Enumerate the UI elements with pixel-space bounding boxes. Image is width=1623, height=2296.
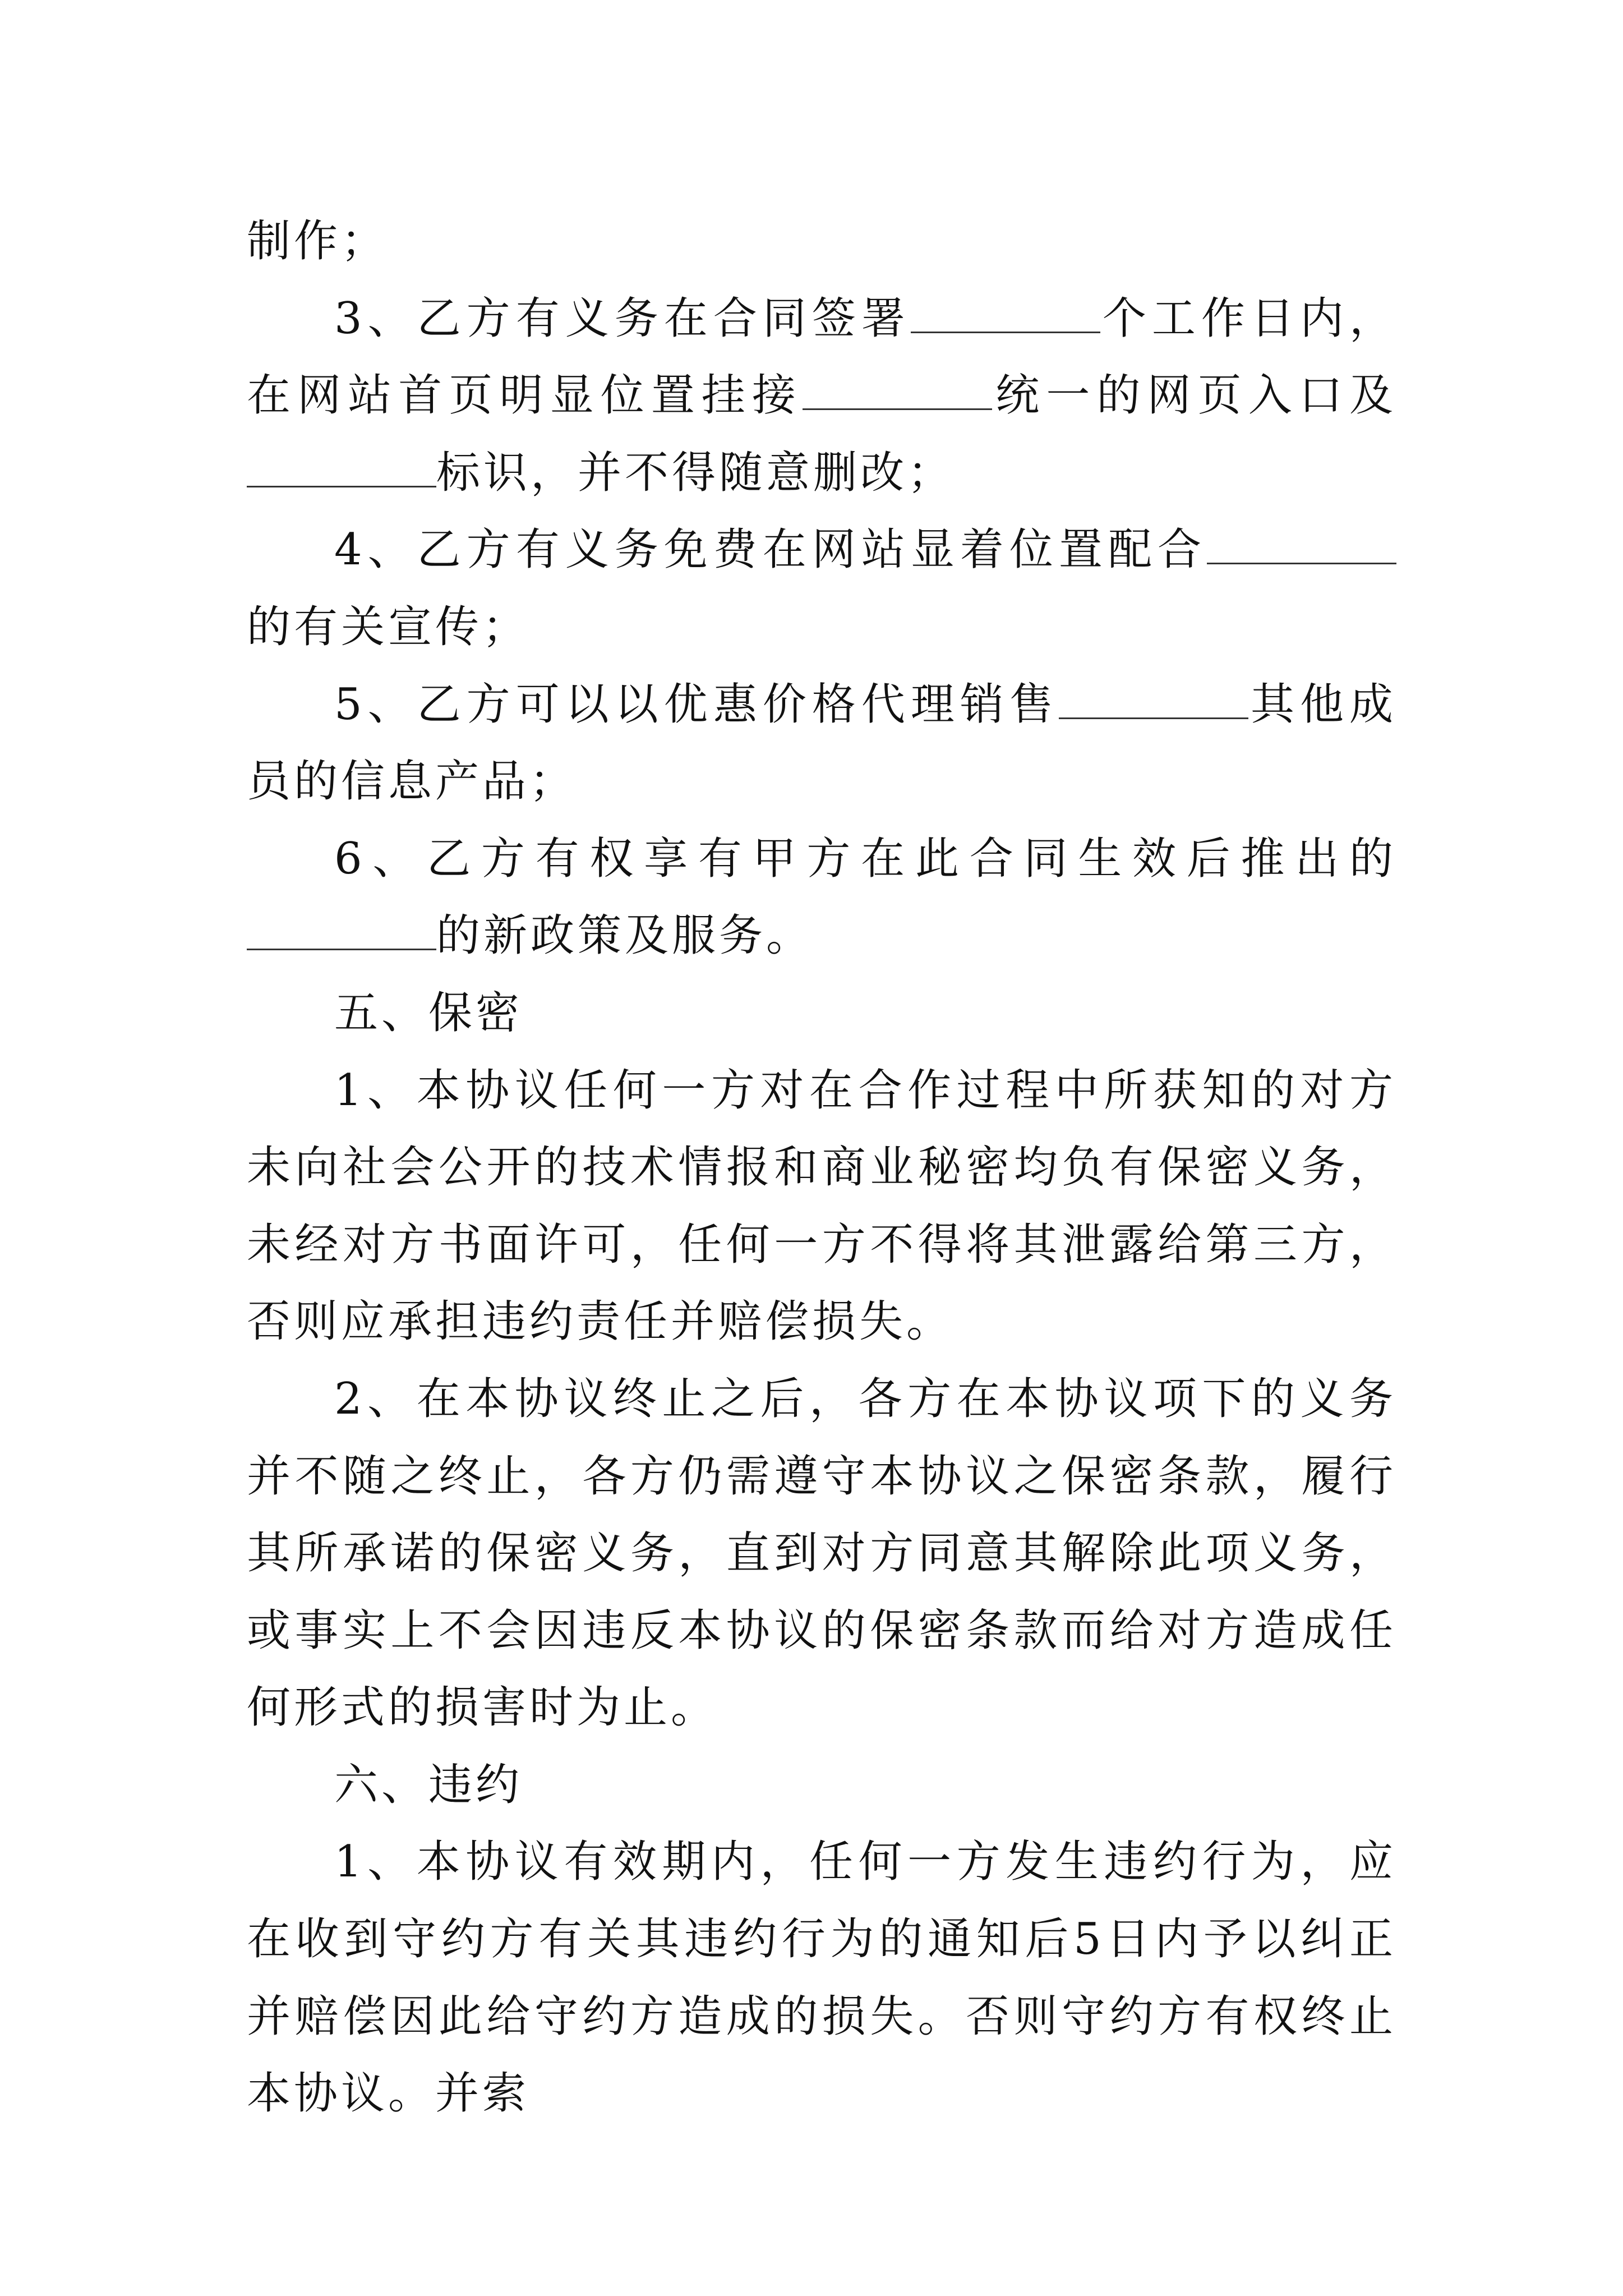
text-segment: 的有关宣传；: [247, 601, 530, 652]
text-segment: 六、违约: [334, 1759, 523, 1810]
text-segment: 制作；: [247, 216, 389, 266]
text-segment: 个工作日内，在网站首页明显位置挂接: [247, 293, 1396, 421]
fill-in-blank: [1207, 562, 1396, 564]
text-segment: 的新政策及服务。: [436, 910, 814, 961]
clause-paragraph: [247, 1824, 1396, 2132]
text-segment: 其他成员的信息产品；: [247, 679, 1396, 807]
text-segment: 3、乙方有义务在合同签署: [334, 293, 911, 344]
text-segment: 5、乙方可以以优惠价格代理销售: [334, 679, 1059, 730]
document-body: [247, 203, 1396, 2133]
section-heading: [247, 1747, 1396, 1824]
text-segment: 五、保密: [334, 987, 523, 1038]
fill-in-blank: [803, 408, 992, 410]
text-segment: 标识，并不得随意删改；: [436, 447, 955, 498]
clause-paragraph: [247, 666, 1396, 821]
text-segment: 2、在本协议终止之后，各方在本协议项下的义务并不随之终止，各方仍需遵守本协议之保密条款，履行其所承诺的保密义务，直到对方同意其解除此项义务，或事实上不会因违反本协议的保密条款而给对方造成任何形式的损害时为止。: [247, 1373, 1396, 1733]
text-segment: 1、本协议任何一方对在合作过程中所获知的对方未向社会公开的技术情报和商业秘密均负有保密义务，未经对方书面许可，任何一方不得将其泄露给第三方，否则应承担违约责任并赔偿损失。: [247, 1065, 1396, 1347]
fill-in-blank: [911, 331, 1100, 333]
section-heading: [247, 975, 1396, 1052]
clause-paragraph: [247, 1052, 1396, 1361]
clause-paragraph: [247, 821, 1396, 975]
clause-paragraph: [247, 280, 1396, 512]
text-segment: 6、乙方有权享有甲方在此合同生效后推出的: [334, 833, 1396, 884]
clause-paragraph: [247, 1361, 1396, 1747]
clause-paragraph: [247, 203, 1396, 280]
clause-paragraph: [247, 512, 1396, 666]
fill-in-blank: [247, 948, 436, 950]
text-segment: 4、乙方有义务免费在网站显着位置配合: [334, 524, 1207, 576]
fill-in-blank: [1059, 717, 1248, 719]
text-segment: 1、本协议有效期内，任何一方发生违约行为，应在收到守约方有关其违约行为的通知后5日内予以纠正并赔偿因此给守约方造成的损失。否则守约方有权终止本协议。并索: [247, 1837, 1396, 2119]
text-segment: 统一的网页入口及: [992, 370, 1396, 421]
fill-in-blank: [247, 485, 436, 487]
